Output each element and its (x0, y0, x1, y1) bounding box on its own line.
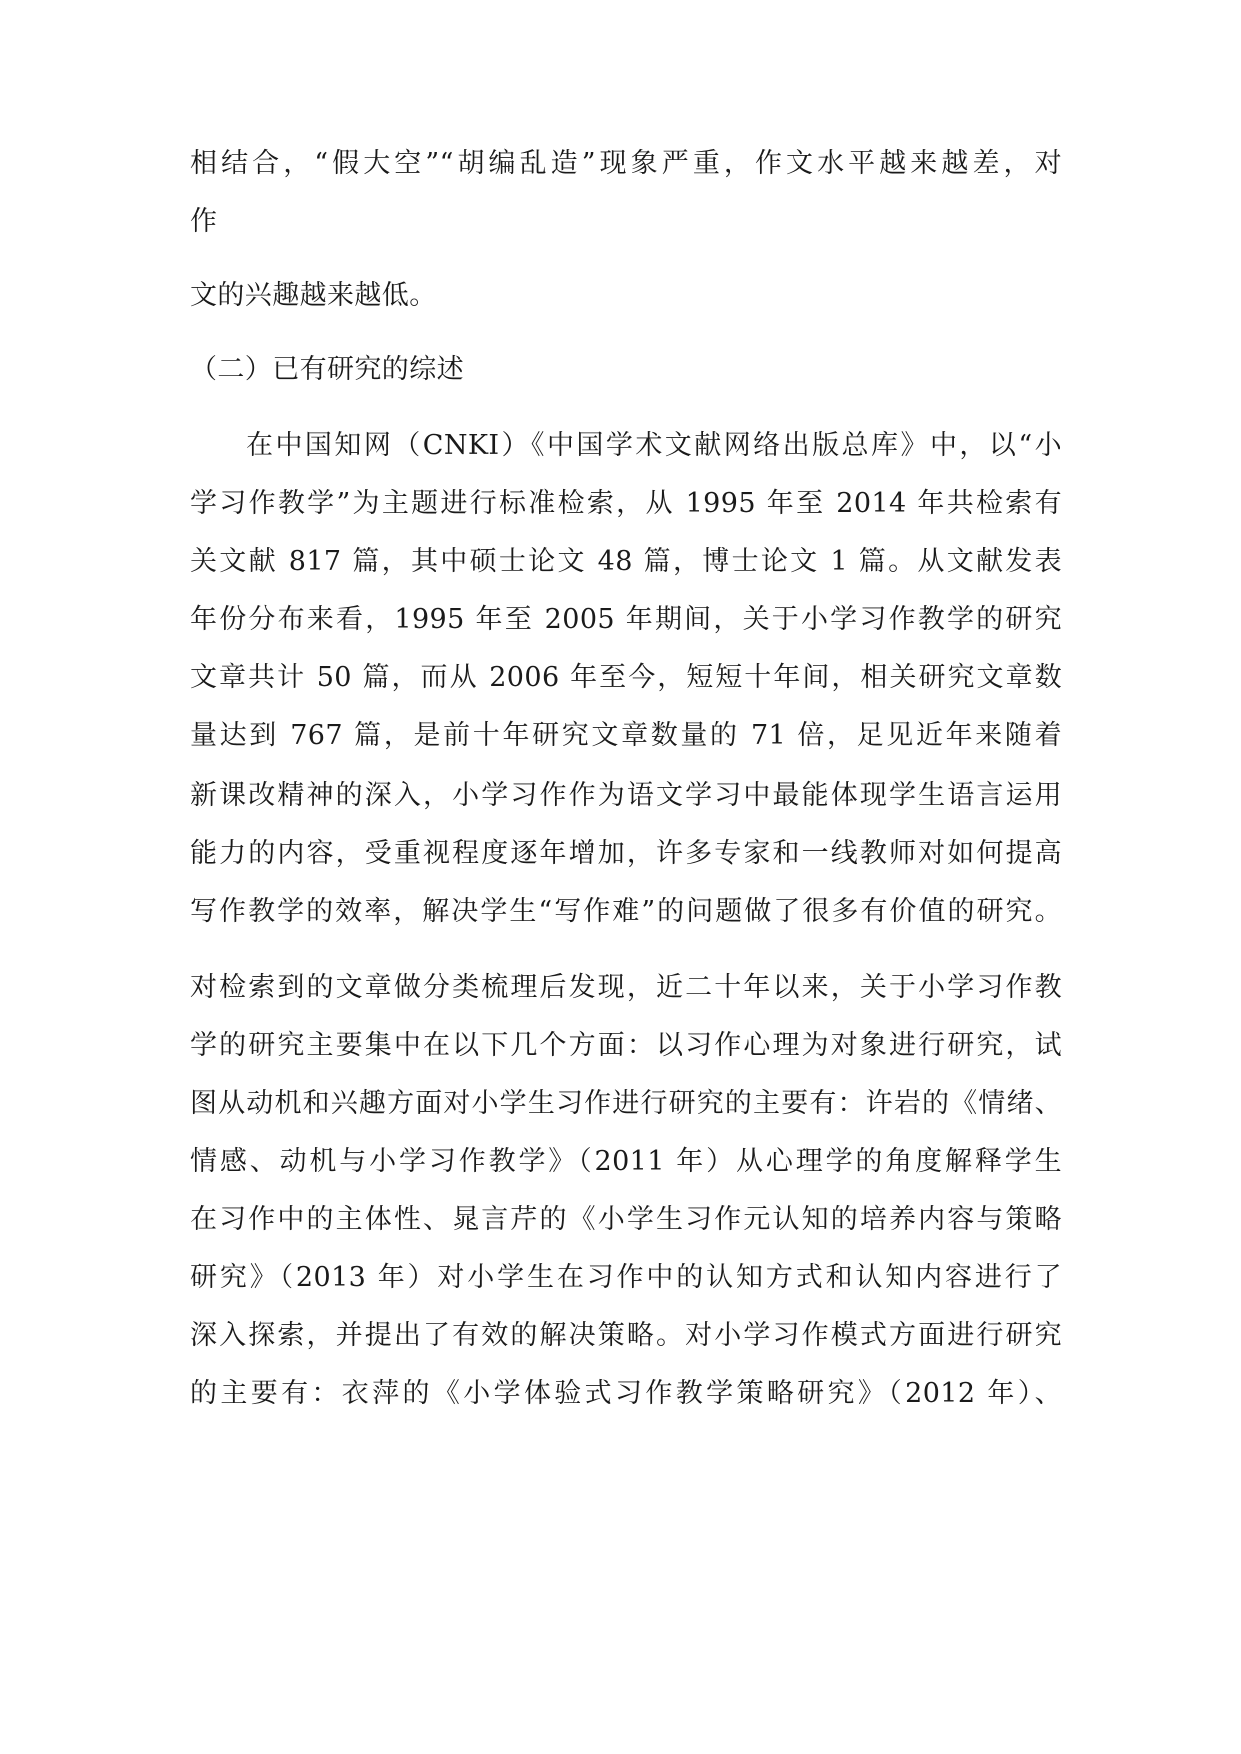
text-line: 新课改精神的深入，小学习作作为语文学习中最能体现学生语言运用 (190, 780, 1062, 811)
text-line: 文的兴趣越来越低。 (190, 280, 437, 311)
text-line: 图从动机和兴趣方面对小学生习作进行研究的主要有：许岩的《情绪、 (190, 1088, 1062, 1119)
text-line: 相结合，“假大空”“胡编乱造”现象严重，作文水平越来越差，对 (190, 148, 1062, 179)
text-line: 的主要有：衣萍的《小学体验式习作教学策略研究》（2012 年）、 (190, 1378, 1062, 1409)
text-line: 研究》（2013 年）对小学生在习作中的认知方式和认知内容进行了 (190, 1262, 1062, 1293)
text-line: 作 (190, 206, 218, 237)
paragraph-first-line: 在中国知网（CNKI）《中国学术文献网络出版总库》中，以“小 (246, 430, 1062, 461)
text-line: 对检索到的文章做分类梳理后发现，近二十年以来，关于小学习作教 (190, 972, 1062, 1003)
text-line: 学习作教学”为主题进行标准检索，从 1995 年至 2014 年共检索有 (190, 488, 1062, 519)
section-heading: （二）已有研究的综述 (190, 354, 464, 385)
text-line: 量达到 767 篇，是前十年研究文章数量的 71 倍，足见近年来随着 (190, 720, 1062, 751)
text-line: 学的研究主要集中在以下几个方面：以习作心理为对象进行研究，试 (190, 1030, 1062, 1061)
text-line: 能力的内容，受重视程度逐年增加，许多专家和一线教师对如何提高 (190, 838, 1062, 869)
text-line: 文章共计 50 篇，而从 2006 年至今，短短十年间，相关研究文章数 (190, 662, 1062, 693)
text-line: 写作教学的效率，解决学生“写作难”的问题做了很多有价值的研究。 (190, 896, 1062, 927)
text-line: 情感、动机与小学习作教学》（2011 年）从心理学的角度解释学生 (190, 1146, 1062, 1177)
text-line: 深入探索，并提出了有效的解决策略。对小学习作模式方面进行研究 (190, 1320, 1062, 1351)
text-line: 关文献 817 篇，其中硕士论文 48 篇，博士论文 1 篇。从文献发表 (190, 546, 1062, 577)
text-line: 年份分布来看，1995 年至 2005 年期间，关于小学习作教学的研究 (190, 604, 1062, 635)
text-line: 在习作中的主体性、晁言芹的《小学生习作元认知的培养内容与策略 (190, 1204, 1062, 1235)
